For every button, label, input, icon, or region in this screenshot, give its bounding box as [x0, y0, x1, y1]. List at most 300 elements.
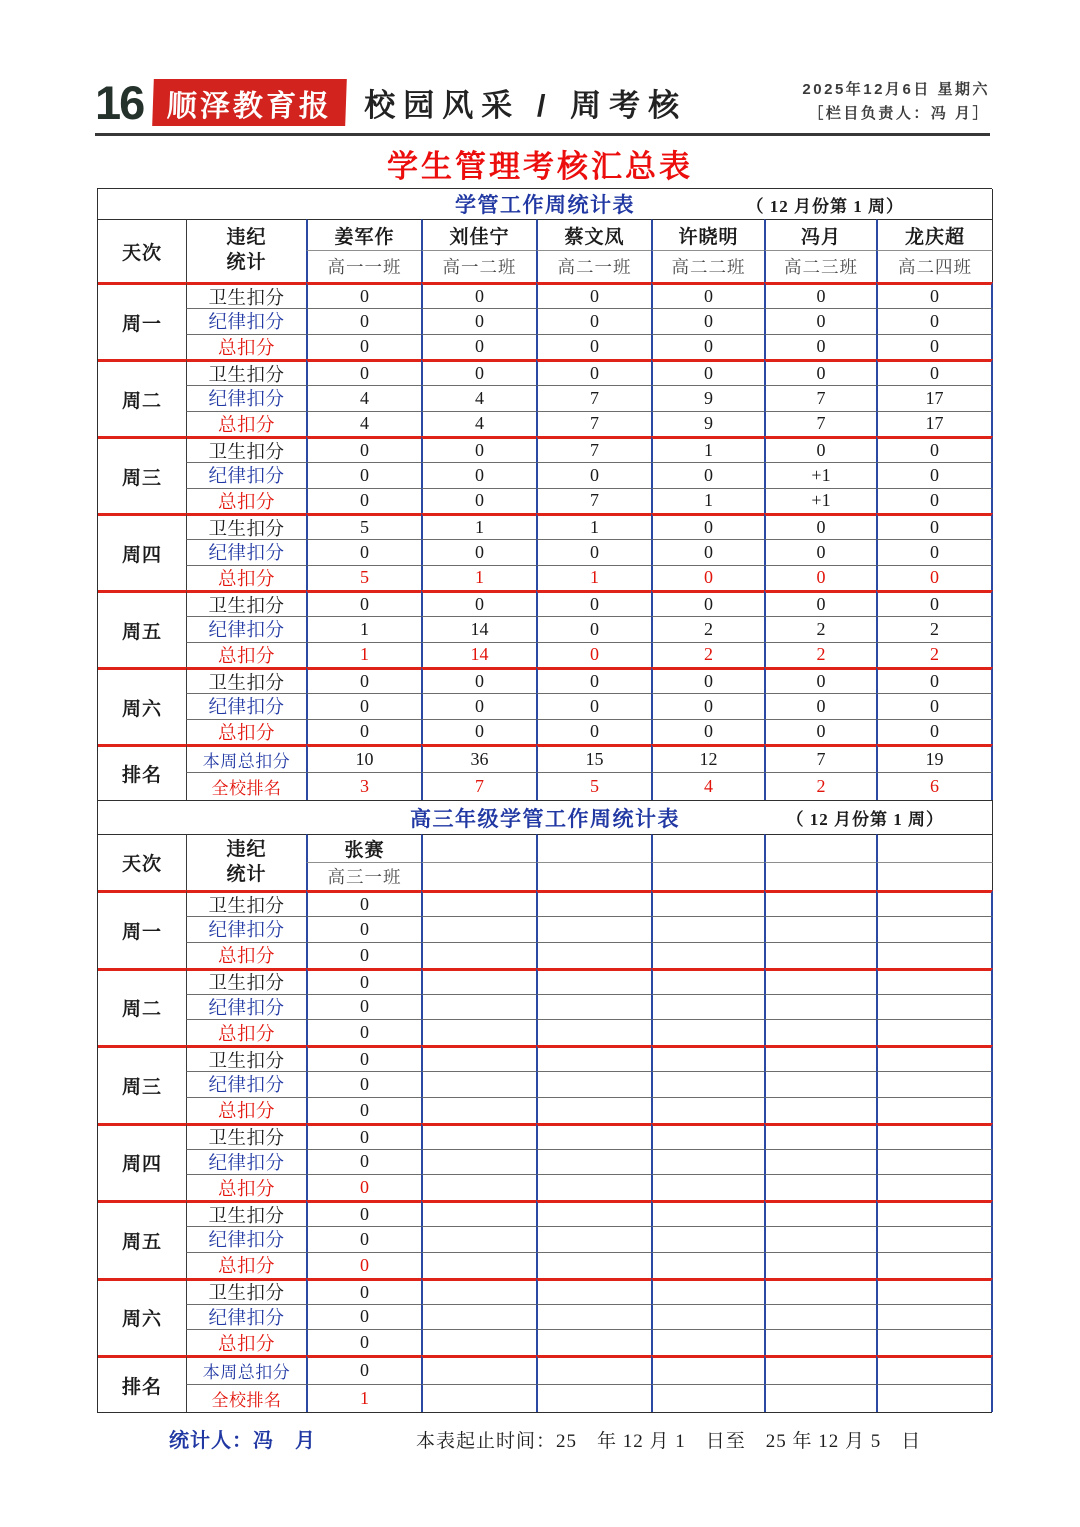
- hygiene-value: 0: [421, 282, 536, 308]
- hygiene-value: 0: [764, 667, 876, 693]
- total-value: 1: [651, 488, 764, 514]
- section-title: 校园风采 / 周考核: [364, 87, 688, 123]
- discipline-value: [536, 916, 651, 942]
- discipline-value: 0: [306, 916, 421, 942]
- total-value: [651, 1174, 764, 1200]
- page-number: 16: [95, 75, 144, 129]
- staff-class: [876, 862, 993, 891]
- row-label-hygiene: 卫生扣分: [186, 282, 306, 308]
- hygiene-value: [536, 890, 651, 916]
- total-value: 2: [651, 642, 764, 668]
- week-total-value: 36: [421, 744, 536, 772]
- total-value: [876, 1174, 993, 1200]
- hygiene-value: [421, 1200, 536, 1226]
- hygiene-value: 0: [651, 667, 764, 693]
- total-value: [876, 1097, 993, 1123]
- discipline-value: 2: [764, 616, 876, 642]
- row-label-discipline: 纪律扣分: [186, 994, 306, 1020]
- hygiene-value: 1: [421, 513, 536, 539]
- violation-header-line2: 统计: [226, 863, 267, 885]
- total-value: 0: [651, 719, 764, 745]
- discipline-value: 0: [306, 1226, 421, 1252]
- discipline-value: 0: [651, 462, 764, 488]
- hygiene-value: 0: [651, 359, 764, 385]
- rank-label: 排名: [98, 744, 186, 800]
- total-value: [764, 1019, 876, 1045]
- discipline-value: 17: [876, 385, 993, 411]
- discipline-value: 0: [306, 693, 421, 719]
- hygiene-value: 0: [306, 282, 421, 308]
- row-label-hygiene: 卫生扣分: [186, 436, 306, 462]
- hygiene-value: 0: [306, 436, 421, 462]
- total-value: [421, 1019, 536, 1045]
- staff-name: 蔡文凤: [536, 219, 651, 250]
- discipline-value: [421, 916, 536, 942]
- discipline-value: [651, 1149, 764, 1175]
- discipline-value: 0: [876, 462, 993, 488]
- discipline-value: [764, 916, 876, 942]
- hygiene-value: 0: [536, 667, 651, 693]
- staff-name: [421, 834, 536, 862]
- discipline-value: 0: [536, 308, 651, 334]
- total-value: 0: [876, 334, 993, 360]
- row-label-hygiene: 卫生扣分: [186, 1123, 306, 1149]
- row-label-discipline: 纪律扣分: [186, 916, 306, 942]
- total-value: 4: [306, 411, 421, 437]
- staff-name: [651, 834, 764, 862]
- hygiene-value: 0: [764, 359, 876, 385]
- total-value: 0: [651, 565, 764, 591]
- school-rank-value: 1: [306, 1384, 421, 1413]
- discipline-value: 0: [421, 693, 536, 719]
- hygiene-value: 0: [306, 359, 421, 385]
- total-value: 7: [536, 488, 651, 514]
- hygiene-value: [536, 1123, 651, 1149]
- hygiene-value: [764, 890, 876, 916]
- row-label-hygiene: 卫生扣分: [186, 667, 306, 693]
- staff-class: [536, 862, 651, 891]
- discipline-value: 0: [421, 462, 536, 488]
- row-label-total: 总扣分: [186, 565, 306, 591]
- day-label: 周一: [98, 890, 186, 968]
- hygiene-value: 0: [306, 968, 421, 994]
- main-title: 学生管理考核汇总表: [387, 149, 693, 184]
- total-value: 0: [306, 334, 421, 360]
- discipline-value: 0: [306, 462, 421, 488]
- total-value: 0: [876, 488, 993, 514]
- statistician-name: 冯 月: [253, 1430, 316, 1452]
- hygiene-value: 0: [876, 667, 993, 693]
- discipline-value: 0: [306, 1071, 421, 1097]
- discipline-value: [651, 1226, 764, 1252]
- discipline-value: 0: [764, 693, 876, 719]
- total-value: [536, 1252, 651, 1278]
- hygiene-value: [876, 1123, 993, 1149]
- discipline-value: 0: [651, 539, 764, 565]
- hygiene-value: 0: [306, 890, 421, 916]
- hygiene-value: [421, 968, 536, 994]
- day-label: 周六: [98, 1278, 186, 1356]
- discipline-value: [536, 1226, 651, 1252]
- day-label: 周一: [98, 282, 186, 359]
- hygiene-value: [764, 1200, 876, 1226]
- total-value: [876, 1019, 993, 1045]
- row-label-total: 总扣分: [186, 1097, 306, 1123]
- total-value: [651, 1329, 764, 1355]
- discipline-value: 4: [421, 385, 536, 411]
- total-value: [421, 942, 536, 968]
- hygiene-value: 0: [876, 282, 993, 308]
- date-line: 2025年12月6日 星期六: [802, 81, 990, 98]
- total-value: [876, 1252, 993, 1278]
- hygiene-value: [421, 1045, 536, 1071]
- week-total-value: [651, 1355, 764, 1384]
- total-value: 0: [536, 642, 651, 668]
- row-label-total: 总扣分: [186, 334, 306, 360]
- masthead: [95, 76, 990, 128]
- total-value: 5: [306, 565, 421, 591]
- staff-class: 高一二班: [421, 250, 536, 282]
- row-label-discipline: 纪律扣分: [186, 385, 306, 411]
- day-column-header: 天次: [98, 834, 186, 890]
- discipline-value: 14: [421, 616, 536, 642]
- week-total-value: [421, 1355, 536, 1384]
- total-value: 7: [536, 411, 651, 437]
- day-label: 周四: [98, 1123, 186, 1201]
- discipline-value: 0: [306, 994, 421, 1020]
- row-label-total: 总扣分: [186, 719, 306, 745]
- total-value: 0: [421, 719, 536, 745]
- discipline-value: 0: [764, 539, 876, 565]
- discipline-value: [651, 1304, 764, 1330]
- discipline-value: 7: [764, 385, 876, 411]
- day-label: 周五: [98, 1200, 186, 1278]
- discipline-value: [876, 916, 993, 942]
- school-rank-value: 6: [876, 772, 993, 800]
- discipline-value: 0: [876, 539, 993, 565]
- hygiene-value: [876, 1278, 993, 1304]
- total-value: 9: [651, 411, 764, 437]
- hygiene-value: 0: [651, 282, 764, 308]
- row-label-discipline: 纪律扣分: [186, 539, 306, 565]
- hygiene-value: [536, 1200, 651, 1226]
- discipline-value: [764, 994, 876, 1020]
- discipline-value: [536, 994, 651, 1020]
- row-label-total: 总扣分: [186, 1174, 306, 1200]
- row-label-discipline: 纪律扣分: [186, 693, 306, 719]
- total-value: 1: [421, 565, 536, 591]
- row-label-total: 总扣分: [186, 1019, 306, 1045]
- school-rank-value: 5: [536, 772, 651, 800]
- table-title-row: [98, 189, 993, 219]
- total-value: [536, 1019, 651, 1045]
- school-rank-value: [651, 1384, 764, 1413]
- discipline-value: 0: [421, 308, 536, 334]
- total-value: [421, 1097, 536, 1123]
- total-value: [764, 1174, 876, 1200]
- total-value: 0: [764, 719, 876, 745]
- staff-name: 龙庆超: [876, 219, 993, 250]
- discipline-value: [421, 1149, 536, 1175]
- hygiene-value: 1: [536, 513, 651, 539]
- masthead-logo: [152, 79, 347, 126]
- total-value: 0: [306, 1252, 421, 1278]
- hygiene-value: [764, 1278, 876, 1304]
- discipline-value: 0: [651, 693, 764, 719]
- week-total-value: 0: [306, 1355, 421, 1384]
- total-value: [876, 1329, 993, 1355]
- discipline-value: 0: [536, 462, 651, 488]
- row-label-week-total: 本周总扣分: [186, 744, 306, 772]
- violation-header-line2: 统计: [226, 252, 267, 273]
- discipline-value: [651, 916, 764, 942]
- hygiene-value: [421, 890, 536, 916]
- total-value: [651, 1252, 764, 1278]
- hygiene-value: [536, 968, 651, 994]
- hygiene-value: [876, 1200, 993, 1226]
- violation-column-header: [186, 834, 306, 890]
- hygiene-value: 0: [876, 359, 993, 385]
- total-value: 0: [306, 1174, 421, 1200]
- rank-label: 排名: [98, 1355, 186, 1412]
- discipline-value: 0: [876, 308, 993, 334]
- row-label-hygiene: 卫生扣分: [186, 590, 306, 616]
- row-label-hygiene: 卫生扣分: [186, 968, 306, 994]
- total-value: 0: [306, 1019, 421, 1045]
- hygiene-value: [536, 1278, 651, 1304]
- row-label-hygiene: 卫生扣分: [186, 513, 306, 539]
- school-rank-value: [536, 1384, 651, 1413]
- discipline-value: 0: [306, 539, 421, 565]
- discipline-value: [764, 1304, 876, 1330]
- staff-name: [876, 834, 993, 862]
- hygiene-value: [876, 1045, 993, 1071]
- violation-column-header: [186, 219, 306, 282]
- total-value: 0: [536, 334, 651, 360]
- discipline-value: 2: [876, 616, 993, 642]
- staff-class: 高一一班: [306, 250, 421, 282]
- hygiene-value: [651, 1123, 764, 1149]
- row-label-discipline: 纪律扣分: [186, 616, 306, 642]
- hygiene-value: 0: [306, 590, 421, 616]
- masthead-logo-text: 顺泽教育报: [166, 89, 333, 122]
- table-title-row: [98, 800, 993, 834]
- staff-name: 姜军作: [306, 219, 421, 250]
- staff-class: 高二三班: [764, 250, 876, 282]
- total-value: 0: [306, 719, 421, 745]
- discipline-value: [876, 994, 993, 1020]
- week-total-value: 15: [536, 744, 651, 772]
- footer-period-text: 本表起止时间：25 年 12 月 1 日至 25 年 12 月 5 日: [416, 1431, 922, 1452]
- day-label: 周三: [98, 436, 186, 513]
- total-value: 0: [876, 719, 993, 745]
- discipline-value: [421, 1226, 536, 1252]
- hygiene-value: 0: [764, 282, 876, 308]
- discipline-value: [876, 1071, 993, 1097]
- discipline-value: 0: [764, 308, 876, 334]
- staff-name: [764, 834, 876, 862]
- total-value: 2: [764, 642, 876, 668]
- school-rank-value: 3: [306, 772, 421, 800]
- hygiene-value: 0: [306, 1045, 421, 1071]
- table-title: 高三年级学管工作周统计表: [410, 806, 680, 831]
- day-label: 周三: [98, 1045, 186, 1123]
- total-value: 0: [421, 334, 536, 360]
- row-label-total: 总扣分: [186, 1252, 306, 1278]
- discipline-value: 0: [421, 539, 536, 565]
- total-value: [764, 1097, 876, 1123]
- discipline-value: [876, 1149, 993, 1175]
- hygiene-value: 1: [651, 436, 764, 462]
- hygiene-value: [764, 1123, 876, 1149]
- discipline-value: 2: [651, 616, 764, 642]
- total-value: [764, 942, 876, 968]
- discipline-value: 0: [306, 1149, 421, 1175]
- week-total-value: [876, 1355, 993, 1384]
- discipline-value: [764, 1226, 876, 1252]
- school-rank-value: [764, 1384, 876, 1413]
- row-label-total: 总扣分: [186, 642, 306, 668]
- school-rank-value: 4: [651, 772, 764, 800]
- row-label-discipline: 纪律扣分: [186, 1071, 306, 1097]
- discipline-value: 0: [651, 308, 764, 334]
- discipline-value: 0: [306, 1304, 421, 1330]
- discipline-value: 0: [536, 616, 651, 642]
- school-rank-value: 2: [764, 772, 876, 800]
- row-label-week-total: 本周总扣分: [186, 1355, 306, 1384]
- discipline-value: 0: [306, 308, 421, 334]
- table-title: 学管工作周统计表: [455, 193, 635, 217]
- staff-name: 冯月: [764, 219, 876, 250]
- row-label-discipline: 纪律扣分: [186, 308, 306, 334]
- discipline-value: [764, 1071, 876, 1097]
- table-period: （ 12 月份第 1 周）: [746, 196, 904, 216]
- statistician-label: 统计人：: [169, 1430, 253, 1452]
- hygiene-value: [651, 1045, 764, 1071]
- discipline-value: [876, 1304, 993, 1330]
- hygiene-value: 0: [764, 436, 876, 462]
- discipline-value: [536, 1304, 651, 1330]
- hygiene-value: 0: [421, 359, 536, 385]
- staff-name: [536, 834, 651, 862]
- day-label: 周四: [98, 513, 186, 590]
- hygiene-value: 0: [536, 359, 651, 385]
- total-value: 14: [421, 642, 536, 668]
- total-value: [651, 942, 764, 968]
- week-total-value: 10: [306, 744, 421, 772]
- hygiene-value: 0: [421, 436, 536, 462]
- row-label-discipline: 纪律扣分: [186, 462, 306, 488]
- row-label-hygiene: 卫生扣分: [186, 890, 306, 916]
- week-total-value: 12: [651, 744, 764, 772]
- hygiene-value: 0: [306, 1200, 421, 1226]
- discipline-value: 4: [306, 385, 421, 411]
- hygiene-value: 0: [306, 1123, 421, 1149]
- total-value: [421, 1329, 536, 1355]
- total-value: [651, 1019, 764, 1045]
- row-label-hygiene: 卫生扣分: [186, 1278, 306, 1304]
- discipline-value: [421, 1304, 536, 1330]
- discipline-value: 0: [536, 693, 651, 719]
- staff-class: 高二一班: [536, 250, 651, 282]
- total-value: 0: [764, 565, 876, 591]
- total-value: 7: [764, 411, 876, 437]
- row-label-total: 总扣分: [186, 1329, 306, 1355]
- hygiene-value: 0: [421, 667, 536, 693]
- day-label: 周五: [98, 590, 186, 667]
- editor-line: ［栏目负责人：冯 月］: [808, 105, 990, 122]
- header-meta: [802, 78, 990, 126]
- hygiene-value: [651, 890, 764, 916]
- discipline-value: 7: [536, 385, 651, 411]
- day-label: 周六: [98, 667, 186, 744]
- staff-class: [764, 862, 876, 891]
- staff-class: 高三一班: [306, 862, 421, 891]
- total-value: [536, 942, 651, 968]
- total-value: [421, 1252, 536, 1278]
- hygiene-value: 0: [651, 590, 764, 616]
- total-value: 1: [306, 642, 421, 668]
- total-value: 0: [306, 1097, 421, 1123]
- staff-class: [421, 862, 536, 891]
- staff-class: [651, 862, 764, 891]
- hygiene-value: [876, 968, 993, 994]
- violation-header-line1: 违纪: [226, 838, 267, 860]
- total-value: 0: [306, 488, 421, 514]
- row-label-school-rank: 全校排名: [186, 772, 306, 800]
- total-value: [764, 1329, 876, 1355]
- staff-name: 张赛: [306, 834, 421, 862]
- sheet-footer: [97, 1424, 992, 1453]
- total-value: 0: [764, 334, 876, 360]
- total-value: [764, 1252, 876, 1278]
- school-rank-value: 7: [421, 772, 536, 800]
- hygiene-value: 0: [764, 513, 876, 539]
- total-value: 1: [536, 565, 651, 591]
- total-value: 0: [306, 1329, 421, 1355]
- hygiene-value: 0: [536, 590, 651, 616]
- discipline-value: 1: [306, 616, 421, 642]
- week-total-value: 19: [876, 744, 993, 772]
- hygiene-value: 7: [536, 436, 651, 462]
- hygiene-value: [651, 1278, 764, 1304]
- row-label-discipline: 纪律扣分: [186, 1226, 306, 1252]
- day-label: 周二: [98, 968, 186, 1046]
- discipline-value: 9: [651, 385, 764, 411]
- discipline-value: [651, 1071, 764, 1097]
- row-label-hygiene: 卫生扣分: [186, 359, 306, 385]
- discipline-value: 0: [536, 539, 651, 565]
- assessment-summary-sheet: [97, 188, 992, 1413]
- row-label-school-rank: 全校排名: [186, 1384, 306, 1413]
- total-value: [536, 1329, 651, 1355]
- week-total-value: 7: [764, 744, 876, 772]
- hygiene-value: 0: [421, 590, 536, 616]
- total-value: 0: [306, 942, 421, 968]
- hygiene-value: 0: [876, 436, 993, 462]
- hygiene-value: [421, 1278, 536, 1304]
- day-column-header: 天次: [98, 219, 186, 282]
- total-value: [421, 1174, 536, 1200]
- row-label-total: 总扣分: [186, 411, 306, 437]
- table-period: （ 12 月份第 1 周）: [786, 810, 944, 829]
- header-rule: [95, 133, 990, 136]
- discipline-value: [536, 1071, 651, 1097]
- total-value: [876, 942, 993, 968]
- discipline-value: +1: [764, 462, 876, 488]
- staff-class: 高二二班: [651, 250, 764, 282]
- hygiene-value: [764, 1045, 876, 1071]
